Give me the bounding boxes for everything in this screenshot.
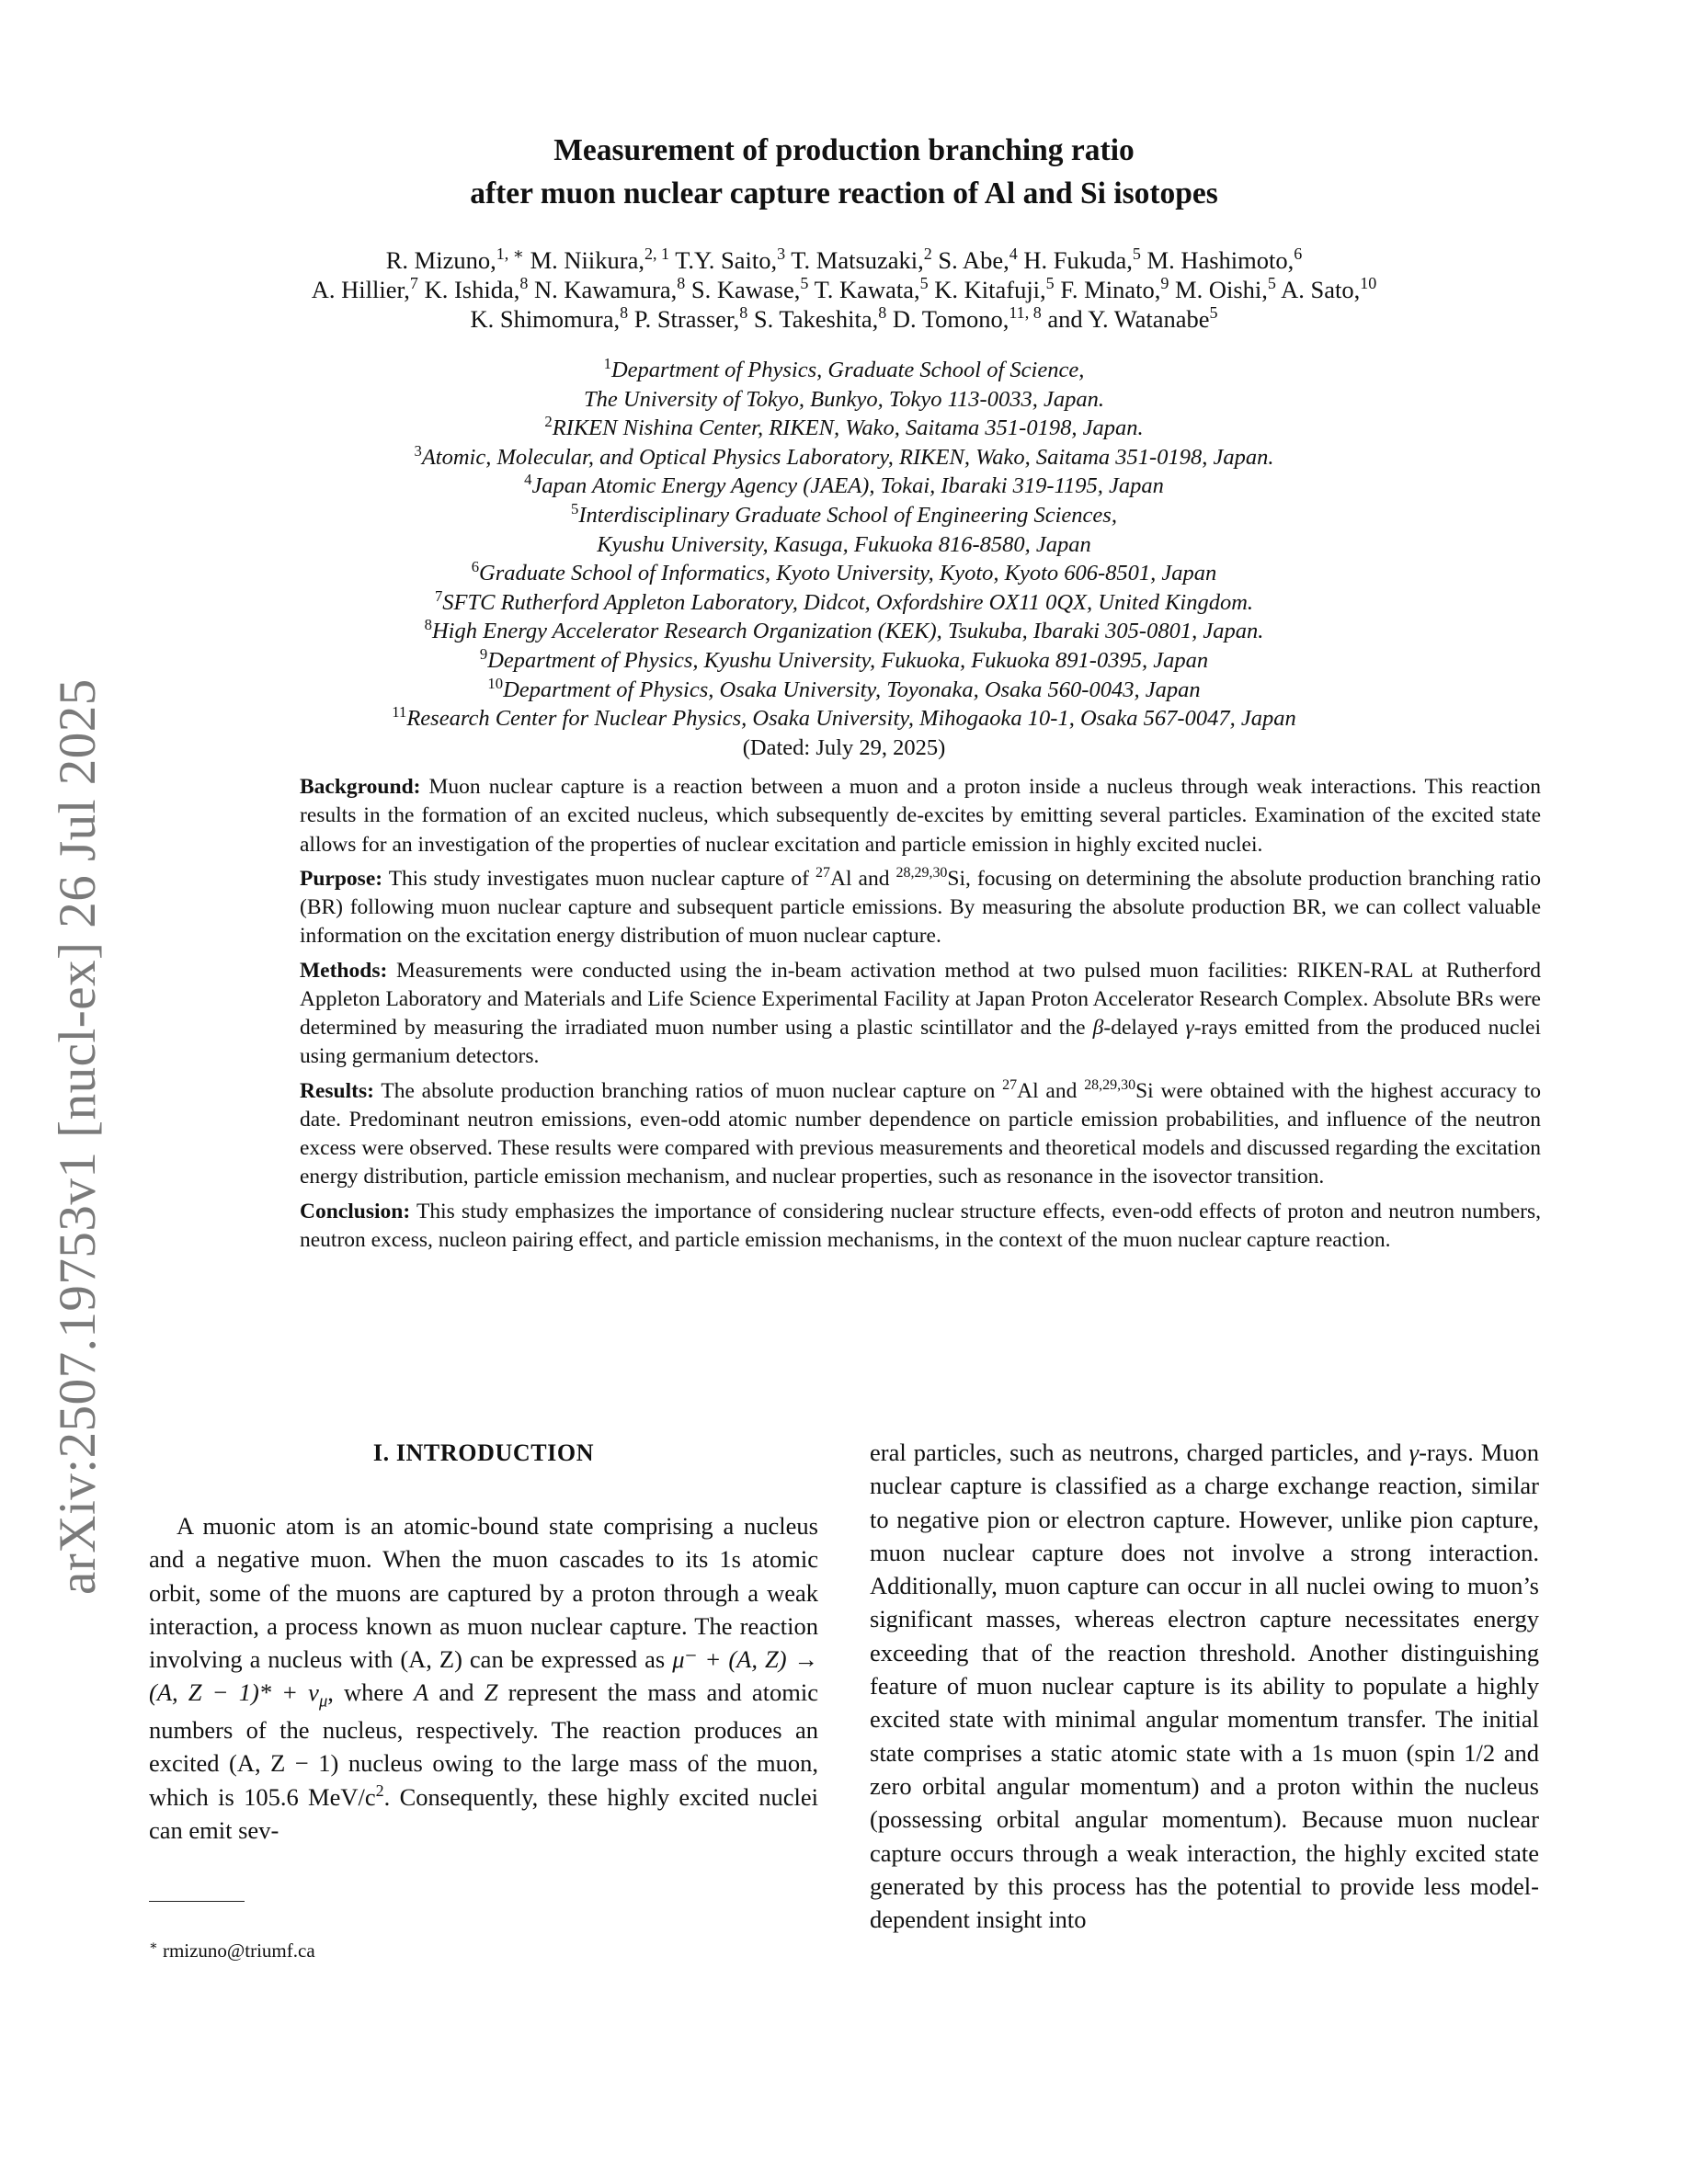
body-text: nucleus owing to the large mass of the muon, which is 105.6 MeV/c <box>149 1749 819 1811</box>
affiliation-text: Atomic, Molecular, and Optical Physics Laboratory, RIKEN, Wako, Saitama 351-0198, Japan. <box>421 444 1274 470</box>
affiliation-line <box>0 530 1688 560</box>
affiliation-text: Department of Physics, Kyushu University, Fukuoka, Fukuoka 891-0395, Japan <box>487 647 1209 673</box>
author-list <box>0 245 1688 334</box>
abstract-purpose <box>300 865 1541 951</box>
affiliation-line <box>0 501 1688 530</box>
affiliation-line <box>0 472 1688 501</box>
author-name: S. Kawase, <box>690 276 801 304</box>
section-heading-introduction: I. INTRODUCTION <box>372 1439 595 1466</box>
gamma-symbol: γ <box>1409 1439 1420 1466</box>
author-affiliation-mark: 2 <box>923 245 932 264</box>
body-text: , where <box>327 1678 404 1707</box>
abstract-conclusion <box>300 1198 1541 1256</box>
author-affiliation-mark: 7 <box>409 274 418 293</box>
author-name: N. Kawamura, <box>533 276 678 304</box>
intro-right-column <box>870 1436 1539 1936</box>
math-symbol: A <box>413 1678 429 1707</box>
author-affiliation-mark: 8 <box>620 303 629 323</box>
affiliation-text: High Energy Accelerator Research Organization (KEK), Tsukuba, Ibaraki 305-0801, Japan. <box>431 619 1264 644</box>
affiliation-number: 3 <box>414 441 422 460</box>
author-affiliation-mark: 2, 1 <box>644 245 670 264</box>
author-affiliation-mark: 5 <box>800 274 809 293</box>
paper-title-line-2: after muon nuclear capture reaction of Al and Si isotopes <box>470 176 1218 210</box>
affiliation-line <box>0 414 1688 443</box>
affiliation-line <box>0 704 1688 734</box>
affiliation-text: Department of Physics, Graduate School of Science, <box>610 358 1085 382</box>
abstract-text: This study emphasizes the importance of considering nuclear structure effects, even-odd effects of proton and neutron numbers, neutron excess, nucleon pairing effect, and particle emission mechanisms, in the context of the muon nuclear capture reaction. <box>300 1199 1541 1252</box>
body-paragraph <box>870 1436 1539 1936</box>
author-affiliation-mark: 5 <box>1132 245 1141 264</box>
author-affiliation-mark: 5 <box>1045 274 1055 293</box>
author-name: A. Sato, <box>1281 276 1361 304</box>
gamma-symbol: γ <box>1185 1016 1194 1040</box>
abstract-background <box>300 773 1541 859</box>
footnote <box>149 1939 315 1962</box>
author-name: F. Minato, <box>1060 276 1161 304</box>
body-paragraph <box>149 1509 818 1847</box>
author-name: H. Fukuda, <box>1023 246 1133 274</box>
author-name: D. Tomono, <box>892 305 1009 334</box>
footnote-mark: ∗ <box>149 1939 158 1954</box>
body-text: -rays. Muon nuclear capture is classified as a charge exchange reaction, similar to negative pion or electron capture. However, unlike pion capture, muon nuclear capture does not involve a strong interaction. Additionally, muon capture can occur in all nuclei owing to muon’s significant masses, whereas electron capture necessitates energy exceeding that of the reaction threshold. Another distinguishing feature of muon nuclear capture is its ability to populate a highly excited state with minimal angular momentum transfer. The initial state comprises a static atomic state with a 1s muon (spin 1/2 and zero orbital angular momentum) and a proton within the nucleus (possessing orbital angular momentum). Because muon nuclear capture occurs through a weak interaction, the highly excited state generated by this process has the potential to provide less model-dependent insight into <box>870 1439 1540 1934</box>
abstract-text: Al and <box>830 866 890 891</box>
affiliation-text: Research Center for Nuclear Physics, Osaka University, Mihogaoka 10-1, Osaka 567-0047, Japan <box>406 706 1296 732</box>
abstract-label: Conclusion: <box>300 1199 411 1223</box>
abstract-text: Measurements were conducted using the in-beam activation method at two pulsed muon facilities: RIKEN-RAL at Rutherford Appleton Laboratory and Materials and Life Science Experimental Facility at Japan Proton Accelerator Research Complex. Absolute BRs were determined by measuring the irradiated muon number using a plastic scintillator and the <box>300 958 1542 1040</box>
mass-number: 28,29,30 <box>1084 1076 1136 1093</box>
affiliation-text: The University of Tokyo, Bunkyo, Tokyo 113-0033, Japan. <box>584 386 1104 412</box>
author-affiliation-mark: 6 <box>1294 245 1303 264</box>
affiliation-line <box>0 356 1688 385</box>
author-name: M. Niikura, <box>530 246 644 274</box>
affiliation-text: Graduate School of Informatics, Kyoto University, Kyoto, Kyoto 606-8501, Japan <box>479 561 1217 586</box>
math-subscript: μ <box>318 1691 328 1712</box>
abstract-text: Si were obtained with the highest accuracy to date. Predominant neutron emissions, even-odd atomic number dependence on particle emission probabilities, and influence of the neutron excess were observed. These results were compared with previous measurements and theoretical models and discussed regarding the excitation energy distribution, particle emission mechanism, and nuclear properties, such as resonance in the isovector transition. <box>300 1078 1542 1189</box>
author-name: P. Strasser, <box>633 305 740 334</box>
affiliations <box>0 356 1688 762</box>
affiliation-line <box>0 676 1688 705</box>
affiliation-text: SFTC Rutherford Appleton Laboratory, Didcot, Oxfordshire OX11 0QX, United Kingdom. <box>442 589 1254 615</box>
intro-left-column <box>149 1509 818 1847</box>
abstract-text: -rays emitted from the produced nuclei using germanium detectors. <box>300 1016 1542 1069</box>
author-name: K. Kitafuji, <box>934 276 1046 304</box>
author-affiliation-mark: 8 <box>677 274 686 293</box>
body-text: and <box>439 1678 474 1707</box>
affiliation-line <box>0 588 1688 618</box>
affiliation-text: Department of Physics, Osaka University, Toyonaka, Osaka 560-0043, Japan <box>503 677 1201 702</box>
affiliation-line <box>0 443 1688 472</box>
affiliation-text: RIKEN Nishina Center, RIKEN, Wako, Saitama 351-0198, Japan. <box>552 415 1144 441</box>
author-affiliation-mark: 5 <box>1267 274 1276 293</box>
abstract-text: Al and <box>1017 1078 1078 1103</box>
abstract-label: Background: <box>300 775 421 799</box>
author-affiliation-mark: 8 <box>878 303 887 323</box>
author-affiliation-mark: 9 <box>1160 274 1169 293</box>
affiliation-number: 2 <box>544 413 553 431</box>
paper-title-line-1: Measurement of production branching ratio <box>553 133 1135 167</box>
body-text: . Consequently, these highly excited nuclei can emit sev- <box>149 1782 818 1845</box>
abstract-label: Methods: <box>300 958 388 983</box>
author-name: S. Abe, <box>938 246 1009 274</box>
dated-line: (Dated: July 29, 2025) <box>742 734 946 760</box>
affiliation-number: 9 <box>479 644 488 663</box>
affiliation-number: 11 <box>392 702 407 721</box>
abstract-label: Purpose: <box>300 866 383 891</box>
math-expression: μ⁻ + (A, Z) → (A, Z − 1)* + ν <box>149 1645 818 1707</box>
author-name: T.Y. Saito, <box>675 246 778 274</box>
email-link[interactable]: rmizuno@triumf.ca <box>162 1939 315 1962</box>
footnote-rule <box>149 1901 245 1902</box>
affiliation-line <box>0 559 1688 588</box>
affiliation-line <box>0 617 1688 646</box>
author-name: R. Mizuno, <box>385 246 496 274</box>
math-expression: (A, Z) <box>400 1645 462 1674</box>
author-affiliation-mark: 5 <box>919 274 929 293</box>
author-affiliation-mark: 1, ∗ <box>496 245 524 264</box>
beta-symbol: β <box>1092 1016 1104 1040</box>
affiliation-text: Interdisciplinary Graduate School of Engineering Sciences, <box>578 502 1117 528</box>
affiliation-text: Kyushu University, Kasuga, Fukuoka 816-8580, Japan <box>597 531 1091 557</box>
affiliation-number: 1 <box>603 354 611 372</box>
affiliation-number: 7 <box>434 586 443 605</box>
abstract <box>300 773 1541 1260</box>
affiliation-number: 8 <box>424 616 432 634</box>
author-name: K. Ishida, <box>424 276 520 304</box>
abstract-text: Si, focusing on determining the absolute production branching ratio (BR) following muon nuclear capture and subsequent particle emissions. By measuring the absolute production BR, we can collect valuable information on the excitation energy distribution of muon nuclear capture. <box>300 866 1542 949</box>
body-text: A muonic atom is an atomic-bound state comprising a nucleus and a negative muon. When the muon cascades to its 1s atomic orbit, some of the muons are captured by a proton through a weak interaction, a process known as muon nuclear capture. The reaction involving a nucleus with <box>149 1512 818 1674</box>
abstract-text: This study investigates muon nuclear capture of <box>388 866 809 891</box>
math-expression: (A, Z − 1) <box>229 1749 339 1778</box>
body-text: can be expressed as <box>469 1645 666 1674</box>
author-name: T. Matsuzaki, <box>791 246 924 274</box>
author-name: T. Kawata, <box>814 276 920 304</box>
mass-number: 28,29,30 <box>895 864 948 881</box>
mass-number: 27 <box>815 864 830 881</box>
affiliation-text: Japan Atomic Energy Agency (JAEA), Tokai, Ibaraki 319-1195, Japan <box>531 473 1164 499</box>
author-affiliation-mark: 3 <box>777 245 786 264</box>
affiliation-line <box>0 646 1688 676</box>
author-affiliation-mark: 5 <box>1209 303 1218 323</box>
abstract-text: Muon nuclear capture is a reaction between a muon and a proton inside a nucleus through weak interactions. This reaction results in the formation of an excited nucleus, which subsequently de-excites by emitting several particles. Examination of the excited state allows for an investigation of the properties of nuclear excitation and particle emission in highly excited nuclei. <box>300 775 1541 857</box>
abstract-text: -delayed <box>1103 1016 1179 1040</box>
author-name: A. Hillier, <box>311 276 410 304</box>
author-affiliation-mark: 8 <box>739 303 748 323</box>
math-symbol: Z <box>484 1678 498 1707</box>
arxiv-identifier-stamp: arXiv:2507.19753v1 [nucl-ex] 26 Jul 2025 <box>49 678 107 1595</box>
author-name: and Y. Watanabe <box>1047 305 1210 334</box>
affiliation-line <box>0 385 1688 415</box>
body-text: represent the mass and atomic numbers of the nucleus, respectively. The reaction produces an excited <box>149 1678 819 1778</box>
abstract-label: Results: <box>300 1078 374 1103</box>
author-name: S. Takeshita, <box>753 305 879 334</box>
mass-number: 27 <box>1002 1076 1018 1093</box>
author-name: M. Oishi, <box>1175 276 1268 304</box>
abstract-results <box>300 1077 1541 1192</box>
author-affiliation-mark: 4 <box>1009 245 1018 264</box>
author-affiliation-mark: 11, 8 <box>1009 303 1042 323</box>
author-affiliation-mark: 8 <box>519 274 529 293</box>
affiliation-number: 5 <box>571 499 579 518</box>
author-name: K. Shimomura, <box>470 305 621 334</box>
author-affiliation-mark: 10 <box>1360 274 1377 293</box>
abstract-text: The absolute production branching ratios of muon nuclear capture on <box>381 1078 996 1103</box>
abstract-methods <box>300 957 1541 1072</box>
body-text: eral particles, such as neutrons, charged particles, and <box>870 1439 1402 1466</box>
affiliation-number: 6 <box>471 558 480 575</box>
affiliation-number: 10 <box>487 674 504 692</box>
author-name: M. Hashimoto, <box>1146 246 1295 274</box>
math-superscript: 2 <box>375 1780 384 1800</box>
affiliation-number: 4 <box>524 471 532 489</box>
